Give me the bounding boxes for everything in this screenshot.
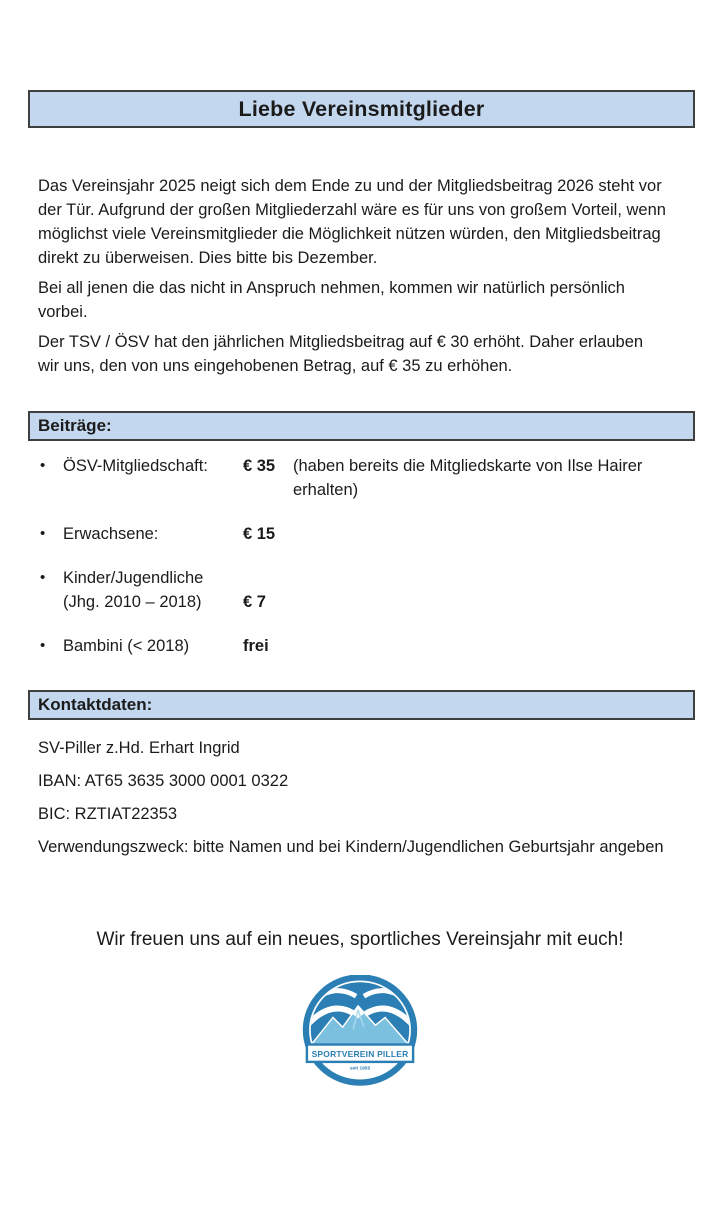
fee-label-line2: (Jhg. 2010 – 2018) bbox=[63, 593, 202, 611]
fee-label bbox=[63, 566, 243, 614]
bullet-icon: • bbox=[40, 457, 46, 474]
fee-amount: € 15 bbox=[243, 525, 276, 543]
bullet-icon: • bbox=[40, 637, 46, 654]
fee-item-kinder-jugendliche bbox=[38, 566, 695, 614]
fee-amount: € 7 bbox=[243, 593, 266, 611]
bullet-icon: • bbox=[40, 569, 46, 586]
contact-bic: BIC: RZTIAT22353 bbox=[38, 805, 178, 823]
fee-amount: € 35 bbox=[243, 457, 276, 475]
document-title: Liebe Vereinsmitglieder bbox=[238, 96, 485, 121]
section-header-kontaktdaten bbox=[28, 690, 695, 720]
closing-line: Wir freuen uns auf ein neues, sportliches Vereinsjahr mit euch! bbox=[96, 929, 624, 950]
fee-list bbox=[38, 454, 695, 658]
paragraph-fee-increase: Der TSV / ÖSV hat den jährlichen Mitgliedsbeitrag auf € 30 erhöht. Daher erlauben wir uns, den von uns eingehobenen Betrag, auf € 35 zu erhöhen. bbox=[38, 333, 644, 375]
fee-note: (haben bereits die Mitgliedskarte von Ilse Hairer erhalten) bbox=[293, 457, 643, 499]
fee-label: Bambini (< 2018) bbox=[63, 637, 190, 655]
logo-scene bbox=[304, 979, 416, 1047]
sportverein-piller-logo bbox=[302, 975, 418, 1087]
contact-purpose: Verwendungszweck: bitte Namen und bei Kindern/Jugendlichen Geburtsjahr angeben bbox=[38, 838, 664, 856]
paragraph-intro: Das Vereinsjahr 2025 neigt sich dem Ende zu und der Mitgliedsbeitrag 2026 steht vor der Tür. Aufgrund der großen Mitgliederzahl wäre es für uns von großem Vorteil, wenn möglichst viele Vereinsmitglieder die Möglichkeit nützen würden, den Mitgliedsbeitrag direkt zu überweisen. Dies bitte bis Dezember. bbox=[38, 177, 666, 267]
fee-label-line1: Kinder/Jugendliche bbox=[63, 569, 204, 587]
fee-item-oesv bbox=[38, 454, 695, 502]
contact-recipient: SV-Piller z.Hd. Erhart Ingrid bbox=[38, 739, 240, 757]
logo-subtext: seit 1955 bbox=[349, 1066, 371, 1072]
fee-item-erwachsene bbox=[38, 522, 695, 546]
section-header-kontaktdaten-label: Kontaktdaten: bbox=[38, 695, 153, 714]
fee-item-bambini bbox=[38, 634, 695, 658]
contact-details bbox=[38, 736, 668, 859]
logo-container bbox=[0, 975, 720, 1092]
document-body bbox=[38, 174, 668, 378]
bullet-icon: • bbox=[40, 525, 46, 542]
paragraph-personal-visit: Bei all jenen die das nicht in Anspruch nehmen, kommen wir natürlich persönlich vorbei. bbox=[38, 279, 625, 321]
logo-banner-text: SPORTVEREIN PILLER bbox=[311, 1049, 409, 1060]
section-header-beitraege bbox=[28, 411, 695, 441]
fee-label: ÖSV-Mitgliedschaft: bbox=[63, 457, 208, 475]
fee-amount: frei bbox=[243, 637, 269, 655]
document-title-box bbox=[28, 90, 695, 128]
fee-label: Erwachsene: bbox=[63, 525, 159, 543]
contact-iban: IBAN: AT65 3635 3000 0001 0322 bbox=[38, 772, 289, 790]
document-page bbox=[0, 90, 720, 1222]
section-header-beitraege-label: Beiträge: bbox=[38, 416, 112, 435]
